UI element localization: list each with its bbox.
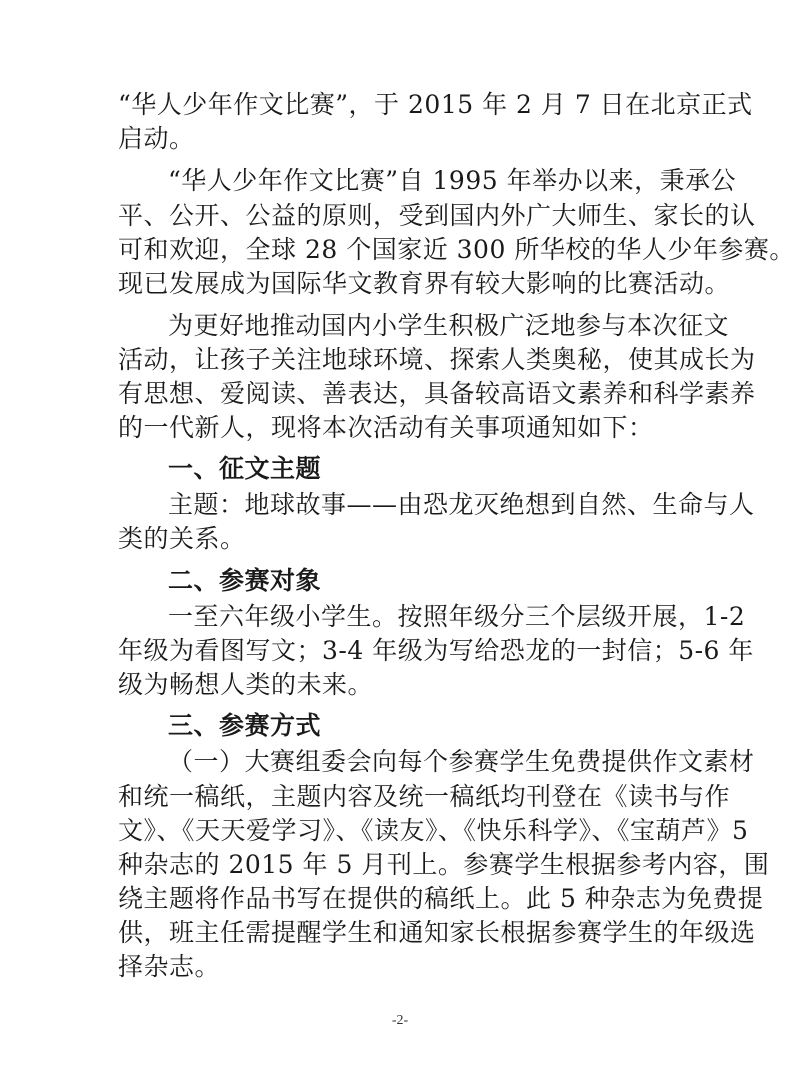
section-heading: 二、参赛对象 xyxy=(168,566,322,595)
paragraph-line: 可和欢迎，全球 28 个国家近 300 所华校的华人少年参赛。 xyxy=(118,235,795,264)
paragraph-line: 绕主题将作品书写在提供的稿纸上。此 5 种杂志为免费提 xyxy=(118,884,764,913)
paragraph-line: 年级为看图写文；3-4 年级为写给恐龙的一封信；5-6 年 xyxy=(118,636,754,665)
paragraph-line: 主题：地球故事——由恐龙灭绝想到自然、生命与人 xyxy=(168,490,755,519)
paragraph-line: 供，班主任需提醒学生和通知家长根据参赛学生的年级选 xyxy=(118,918,756,947)
paragraph-line: 启动。 xyxy=(118,124,195,153)
paragraph-line: 为更好地推动国内小学生积极广泛地参与本次征文 xyxy=(168,311,730,340)
paragraph-line: 择杂志。 xyxy=(118,952,221,981)
paragraph-line: （一）大赛组委会向每个参赛学生免费提供作文素材 xyxy=(168,747,755,776)
paragraph-line: 一至六年级小学生。按照年级分三个层级开展，1-2 xyxy=(168,602,746,631)
paragraph-line: 有思想、爱阅读、善表达，具备较高语文素养和科学素养 xyxy=(118,379,756,408)
paragraph-line: “华人少年作文比赛”自 1995 年举办以来，秉承公 xyxy=(168,166,737,195)
paragraph-line: 活动，让孩子关注地球环境、探索人类奥秘，使其成长为 xyxy=(118,345,756,374)
paragraph-line: 类的关系。 xyxy=(118,524,246,553)
paragraph-line: 平、公开、公益的原则，受到国内外广大师生、家长的认 xyxy=(118,201,756,230)
paragraph-line: 级为畅想人类的未来。 xyxy=(118,670,374,699)
section-heading: 一、征文主题 xyxy=(168,454,322,483)
paragraph-line: 文》、《天天爱学习》、《读友》、《快乐科学》、《宝葫芦》5 xyxy=(118,816,749,845)
section-heading: 三、参赛方式 xyxy=(168,711,322,740)
paragraph-line: 现已发展成为国际华文教育界有较大影响的比赛活动。 xyxy=(118,269,731,298)
paragraph-line: 的一代新人，现将本次活动有关事项通知如下： xyxy=(118,413,654,442)
page-number: -2- xyxy=(391,1013,409,1028)
paragraph-line: “华人少年作文比赛”，于 2015 年 2 月 7 日在北京正式 xyxy=(118,90,753,119)
paragraph-line: 和统一稿纸，主题内容及统一稿纸均刊登在《读书与作 xyxy=(118,782,731,811)
paragraph-line: 种杂志的 2015 年 5 月刊上。参赛学生根据参考内容，围 xyxy=(118,850,770,879)
